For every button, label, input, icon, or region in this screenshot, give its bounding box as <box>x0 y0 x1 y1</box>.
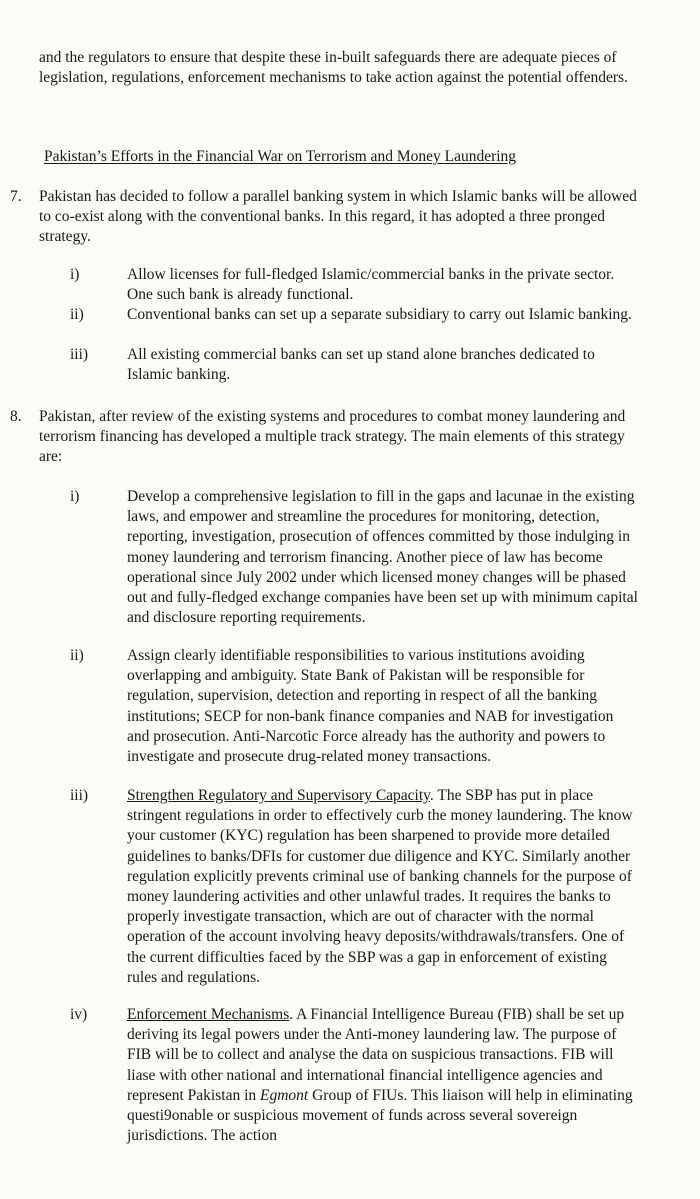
paragraph-text: Pakistan, after review of the existing systems and procedures to combat money laundering and terrorism financing has developed a multiple track strategy. The main elements of this strategy are: <box>39 408 626 466</box>
list-item-title: Strengthen Regulatory and Supervisory Capacity <box>127 787 430 804</box>
list-item-text: Assign clearly identifiable responsibilities to various institutions avoiding overlapping and ambiguity. State Bank of Pakistan will be responsible for regulation, supervision, detection and reporting in respect of all the banking institutions; SECP for non-bank finance companies and NAB for investigation and prosecution. Anti-Narcotic Force already has the authority and powers to investigate and prosecute drug-related money transactions. <box>127 647 614 766</box>
list-item-text <box>127 1005 639 1146</box>
list-item-text: Conventional banks can set up a separate subsidiary to carry out Islamic banking. <box>127 306 632 323</box>
list-item-title: Enforcement Mechanisms <box>127 1006 290 1023</box>
section-heading: Pakistan’s Efforts in the Financial War on Terrorism and Money Laundering <box>44 148 517 165</box>
list-item-text <box>127 786 639 988</box>
list-item-number: i) <box>70 266 80 283</box>
list-item-number: ii) <box>70 647 84 664</box>
list-item-text: All existing commercial banks can set up stand alone branches dedicated to Islamic banking. <box>127 346 595 384</box>
paragraph-text: Pakistan has decided to follow a parallel banking system in which Islamic banks will be allowed to co-exist along with the conventional banks. In this regard, it has adopted a three pronged strategy. <box>39 188 637 246</box>
list-item-number: i) <box>70 488 80 505</box>
list-item-number: ii) <box>70 306 84 323</box>
list-item-body-end: Group of FIUs. This liaison will help in eliminating questi9onable or suspicious movement of funds across several sovereign jurisdictions. The action <box>127 1086 633 1145</box>
list-item-number: iii) <box>70 787 89 804</box>
list-item-number: iv) <box>70 1006 88 1023</box>
list-item-number: iii) <box>70 346 89 363</box>
intro-paragraph: and the regulators to ensure that despite these in-built safeguards there are adequate pieces of legislation, regulations, enforcement mechanisms to take action against the potential offenders. <box>39 49 628 87</box>
list-item-emphasis: Egmont <box>260 1086 309 1104</box>
list-item-body: . A Financial Intelligence Bureau (FIB) shall be set up deriving its legal powers under the Anti-money laundering law. The purpose of FIB will be to collect and analyse the data on suspicious transactions. FIB will liase with other national and international financial intelligence agencies and represent Pakistan in <box>127 1006 625 1104</box>
paragraph-number: 8. <box>10 408 22 425</box>
list-item-text: Allow licenses for full-fledged Islamic/commercial banks in the private sector. One such bank is already functional. <box>127 266 615 304</box>
list-item-body: . The SBP has put in place stringent regulations in order to effectively curb the money laundering. The know your customer (KYC) regulation has been sharpened to provide more detailed guidelines to banks/DFIs for customer due diligence and KYC. Similarly another regulation explicitly prevents criminal use of banking channels for the purpose of money laundering activities and other unlawful trades. It requires the banks to properly investigate transaction, which are out of character with the normal operation of the account involving heavy deposits/withdrawals/transfers. One of the current difficulties faced by the SBP was a gap in enforcement of existing rules and regulations. <box>127 787 633 986</box>
list-item-text: Develop a comprehensive legislation to fill in the gaps and lacunae in the existing laws, and empower and streamline the procedures for monitoring, detection, reporting, investigation, prosecution of offences committed by those indulging in money laundering and terrorism financing. Another piece of law has become operational since July 2002 under which licensed money changes will be phased out and fully-fledged exchange companies have been set up with minimum capital and disclosure reporting requirements. <box>127 488 638 627</box>
paragraph-number: 7. <box>10 188 22 205</box>
